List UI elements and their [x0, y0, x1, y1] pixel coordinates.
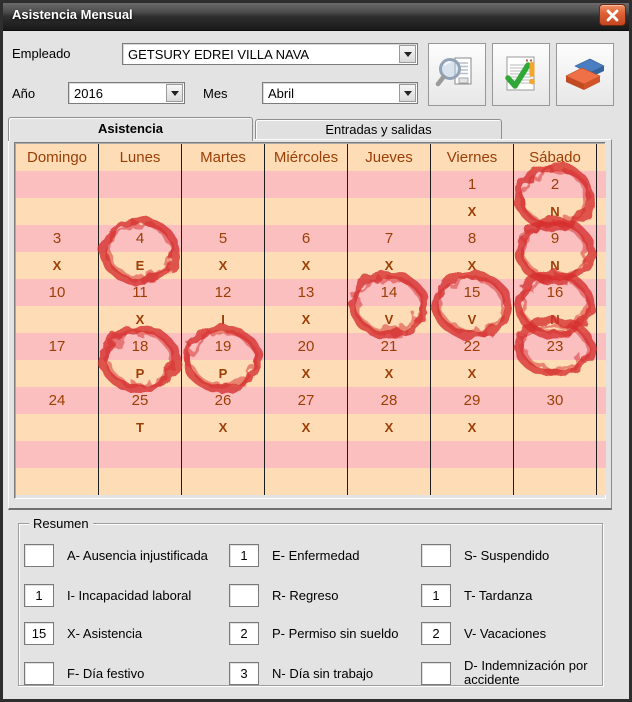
legend-item [24, 621, 142, 645]
empleado-combobox[interactable] [122, 43, 418, 65]
legend-label: P- Permiso sin sueldo [272, 625, 399, 641]
date-cell[interactable]: 21 [348, 333, 431, 360]
legend-count-box[interactable] [24, 544, 54, 567]
code-cell[interactable]: X [431, 360, 514, 387]
date-cell[interactable]: 2 [514, 171, 597, 198]
code-cell[interactable]: T [99, 414, 182, 441]
calendar-column [431, 144, 514, 495]
day-header: Sábado [514, 144, 597, 171]
legend-label: X- Asistencia [67, 625, 143, 641]
legend-item [24, 583, 191, 607]
date-cell[interactable] [16, 171, 99, 198]
titlebar[interactable] [0, 0, 632, 31]
date-cell[interactable] [265, 171, 348, 198]
date-cell[interactable]: 15 [431, 279, 514, 306]
date-cell[interactable]: 27 [265, 387, 348, 414]
date-cell[interactable] [182, 441, 265, 468]
code-cell[interactable]: X [16, 252, 99, 279]
filler-cell [597, 306, 606, 333]
legend-count-box[interactable]: 15 [24, 622, 54, 645]
anio-dropdown-button[interactable] [166, 84, 183, 102]
legend-count-box[interactable]: 2 [229, 622, 259, 645]
code-cell[interactable]: X [265, 360, 348, 387]
legend-item [421, 621, 546, 645]
code-cell[interactable] [348, 468, 431, 495]
calendar-column [99, 144, 182, 495]
day-header: Viernes [431, 144, 514, 171]
code-cell[interactable]: X [348, 414, 431, 441]
date-cell[interactable]: 9 [514, 225, 597, 252]
date-cell[interactable] [16, 441, 99, 468]
code-cell[interactable] [16, 468, 99, 495]
legend-count-box[interactable] [421, 662, 451, 685]
date-cell[interactable] [348, 441, 431, 468]
legend-label: R- Regreso [272, 587, 339, 603]
date-cell[interactable] [265, 441, 348, 468]
close-icon [605, 9, 620, 22]
chevron-down-icon [404, 52, 412, 61]
date-cell[interactable]: 25 [99, 387, 182, 414]
tab-asistencia[interactable]: Asistencia [8, 117, 253, 141]
legend-label: S- Suspendido [464, 547, 550, 563]
date-cell[interactable]: 18 [99, 333, 182, 360]
filler-cell [597, 414, 606, 441]
date-cell[interactable]: 13 [265, 279, 348, 306]
code-cell[interactable]: N [514, 306, 597, 333]
empleado-dropdown-button[interactable] [399, 45, 416, 63]
anio-value: 2016 [74, 86, 103, 101]
eraser-icon [562, 54, 608, 96]
legend-count-box[interactable]: 3 [229, 662, 259, 685]
code-cell[interactable] [182, 468, 265, 495]
date-cell[interactable]: 12 [182, 279, 265, 306]
date-cell[interactable]: 1 [431, 171, 514, 198]
date-cell[interactable]: 4 [99, 225, 182, 252]
code-cell[interactable]: X [431, 252, 514, 279]
date-cell[interactable] [514, 441, 597, 468]
code-cell[interactable] [431, 468, 514, 495]
empleado-label: Empleado [12, 46, 71, 61]
legend-item [421, 658, 614, 687]
filler-cell [597, 225, 606, 252]
date-cell[interactable]: 16 [514, 279, 597, 306]
legend-label: A- Ausencia injustificada [67, 547, 208, 563]
code-cell[interactable]: V [348, 306, 431, 333]
code-cell[interactable]: X [431, 198, 514, 225]
code-cell[interactable] [99, 198, 182, 225]
filler-cell [597, 198, 606, 225]
code-cell[interactable] [16, 360, 99, 387]
calendar-column [265, 144, 348, 495]
code-cell[interactable]: X [348, 360, 431, 387]
code-cell[interactable] [16, 306, 99, 333]
date-cell[interactable] [431, 441, 514, 468]
code-cell[interactable] [182, 198, 265, 225]
legend-count-box[interactable] [229, 584, 259, 607]
code-cell[interactable]: X [431, 414, 514, 441]
chevron-down-icon [171, 91, 179, 100]
code-cell[interactable]: E [99, 252, 182, 279]
calendar-column [182, 144, 265, 495]
code-cell[interactable] [16, 198, 99, 225]
empleado-value: GETSURY EDREI VILLA NAVA [128, 47, 310, 62]
legend-count-box[interactable] [421, 544, 451, 567]
date-cell[interactable] [99, 171, 182, 198]
legend-item [421, 583, 532, 607]
code-cell[interactable] [348, 198, 431, 225]
code-cell[interactable]: V [431, 306, 514, 333]
code-cell[interactable]: N [514, 252, 597, 279]
filler-cell [597, 333, 606, 360]
date-cell[interactable]: 19 [182, 333, 265, 360]
code-cell[interactable]: X [182, 414, 265, 441]
date-cell[interactable]: 6 [265, 225, 348, 252]
date-cell[interactable]: 22 [431, 333, 514, 360]
date-cell[interactable] [99, 441, 182, 468]
code-cell[interactable] [514, 360, 597, 387]
anio-label: Año [12, 86, 36, 101]
legend-count-box[interactable]: 1 [421, 584, 451, 607]
filler-cell [597, 279, 606, 306]
day-header: Martes [182, 144, 265, 171]
date-cell[interactable]: 30 [514, 387, 597, 414]
filler-cell [597, 441, 606, 468]
mes-dropdown-button[interactable] [399, 84, 416, 102]
legend-label: D- Indemnización por accidente [464, 658, 588, 687]
legend-count-box[interactable]: 2 [421, 622, 451, 645]
date-cell[interactable]: 20 [265, 333, 348, 360]
code-cell[interactable] [99, 468, 182, 495]
search-icon [435, 53, 479, 97]
date-cell[interactable]: 7 [348, 225, 431, 252]
date-cell[interactable]: 5 [182, 225, 265, 252]
day-header: Domingo [16, 144, 99, 171]
date-cell[interactable]: 26 [182, 387, 265, 414]
filler-cell [597, 252, 606, 279]
mes-value: Abril [268, 86, 295, 101]
code-cell[interactable] [265, 198, 348, 225]
filler-cell [597, 360, 606, 387]
clear-button[interactable] [556, 43, 614, 106]
filler-cell [597, 387, 606, 414]
legend-item [24, 661, 144, 685]
save-button[interactable] [492, 43, 550, 106]
anio-combobox[interactable] [68, 82, 185, 104]
legend-label: I- Incapacidad laboral [67, 587, 192, 603]
code-cell[interactable] [16, 414, 99, 441]
legend-item [229, 621, 398, 645]
date-cell[interactable]: 10 [16, 279, 99, 306]
day-header: Miércoles [265, 144, 348, 171]
code-cell[interactable]: X [265, 306, 348, 333]
date-cell[interactable]: 29 [431, 387, 514, 414]
date-cell[interactable]: 14 [348, 279, 431, 306]
tab-entradas-y-salidas[interactable]: Entradas y salidas [255, 119, 502, 140]
date-cell[interactable] [348, 171, 431, 198]
legend-count-box[interactable]: 1 [229, 544, 259, 567]
date-cell[interactable]: 11 [99, 279, 182, 306]
code-cell[interactable]: X [265, 414, 348, 441]
legend-count-box[interactable] [24, 662, 54, 685]
mes-label: Mes [203, 86, 228, 101]
close-button[interactable] [599, 4, 626, 26]
code-cell[interactable]: P [99, 360, 182, 387]
legend-label: V- Vacaciones [464, 625, 547, 641]
code-cell[interactable]: N [514, 198, 597, 225]
code-cell[interactable] [514, 468, 597, 495]
code-cell[interactable]: P [182, 360, 265, 387]
calendar-grid [16, 144, 606, 495]
filler-cell [597, 144, 606, 171]
code-cell[interactable]: X [348, 252, 431, 279]
chevron-down-icon [404, 91, 412, 100]
code-cell[interactable] [514, 414, 597, 441]
calendar-panel [14, 142, 606, 499]
calendar-column [348, 144, 431, 495]
date-cell[interactable] [182, 171, 265, 198]
legend-item [229, 583, 338, 607]
date-cell[interactable]: 8 [431, 225, 514, 252]
legend-label: F- Día festivo [67, 665, 145, 681]
calendar-filler-column [597, 144, 606, 495]
date-cell[interactable]: 3 [16, 225, 99, 252]
save-check-icon [499, 53, 543, 97]
legend-item [229, 661, 373, 685]
code-cell[interactable]: I [182, 306, 265, 333]
calendar-column [514, 144, 597, 495]
legend-item [24, 543, 208, 567]
day-header: Jueves [348, 144, 431, 171]
window-title: Asistencia Mensual [12, 7, 133, 22]
calendar-column [16, 144, 99, 495]
date-cell[interactable]: 28 [348, 387, 431, 414]
code-cell[interactable]: X [182, 252, 265, 279]
legend-label: T- Tardanza [464, 587, 533, 603]
legend-label: N- Día sin trabajo [272, 665, 374, 681]
filler-cell [597, 171, 606, 198]
resumen-fieldset [18, 516, 603, 687]
resumen-title: Resumen [29, 516, 93, 531]
day-header: Lunes [99, 144, 182, 171]
legend-label: E- Enfermedad [272, 547, 360, 563]
date-cell[interactable]: 24 [16, 387, 99, 414]
code-cell[interactable]: X [265, 252, 348, 279]
date-cell[interactable]: 17 [16, 333, 99, 360]
filler-cell [597, 468, 606, 495]
code-cell[interactable] [265, 468, 348, 495]
legend-count-box[interactable]: 1 [24, 584, 54, 607]
date-cell[interactable]: 23 [514, 333, 597, 360]
legend-item [421, 543, 549, 567]
search-button[interactable] [428, 43, 486, 106]
legend-item [229, 543, 359, 567]
code-cell[interactable]: X [99, 306, 182, 333]
mes-combobox[interactable] [262, 82, 418, 104]
